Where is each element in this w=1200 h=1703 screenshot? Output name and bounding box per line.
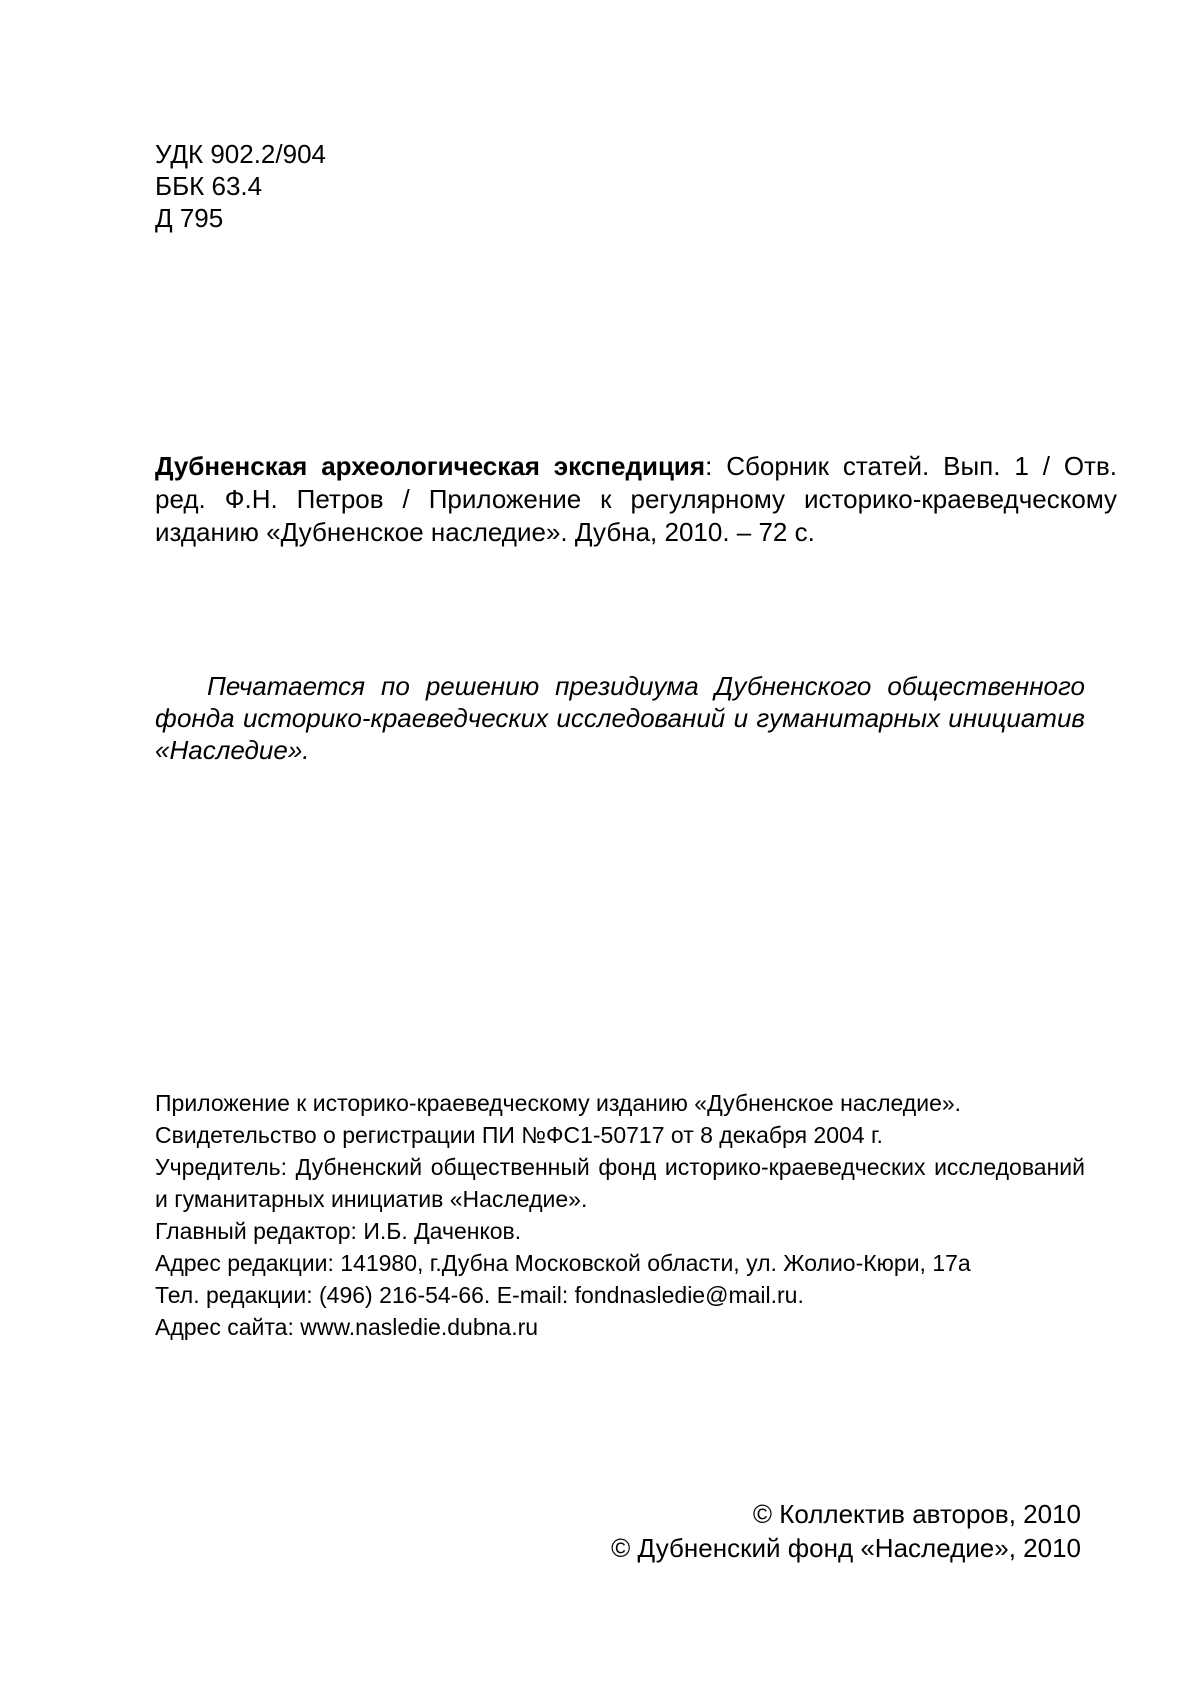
bibliographic-details: : Сборник статей. Вып. 1 / Отв. ред. Ф.Н. Петров / Приложение к регулярному историко-краеведческому изданию «Дубненское наследие». Дубна, 2010. – 72 с. [155,451,1117,547]
imprint-phone-email: Тел. редакции: (496) 216-54-66. E-mail: fondnasledie@mail.ru. [155,1282,804,1308]
udk-code: УДК 902.2/904 [155,139,326,169]
imprint-block [155,1087,1085,1343]
copyright-authors: © Коллектив авторов, 2010 [752,1499,1081,1529]
imprint-registration: Свидетельство о регистрации ПИ №ФС1-50717 от 8 декабря 2004 г. [155,1122,883,1148]
author-mark: Д 795 [155,203,224,233]
copyright-foundation: © Дубненский фонд «Наследие», 2010 [611,1533,1081,1563]
bbk-code: ББК 63.4 [155,171,263,201]
imprint-address: Адрес редакции: 141980, г.Дубна Московской области, ул. Жолио-Кюри, 17а [155,1250,971,1276]
copyright-block [611,1497,1081,1565]
bibliographic-record [155,450,1117,549]
approval-note: Печатается по решению президиума Дубненского общественного фонда историко-краеведческих исследований и гуманитарных инициатив «Наследие». [155,671,1085,765]
imprint-supplement: Приложение к историко-краеведческому изданию «Дубненское наследие». [155,1090,962,1116]
imprint-chief-editor: Главный редактор: И.Б. Даченков. [155,1218,522,1244]
imprint-founder: Учредитель: Дубненский общественный фонд историко-краеведческих исследований и гуманитарных инициатив «Наследие». [155,1154,1085,1212]
classification-codes [155,138,1085,234]
book-title: Дубненская археологическая экспедиция [155,451,706,481]
imprint-website: Адрес сайта: www.nasledie.dubna.ru [155,1314,539,1340]
